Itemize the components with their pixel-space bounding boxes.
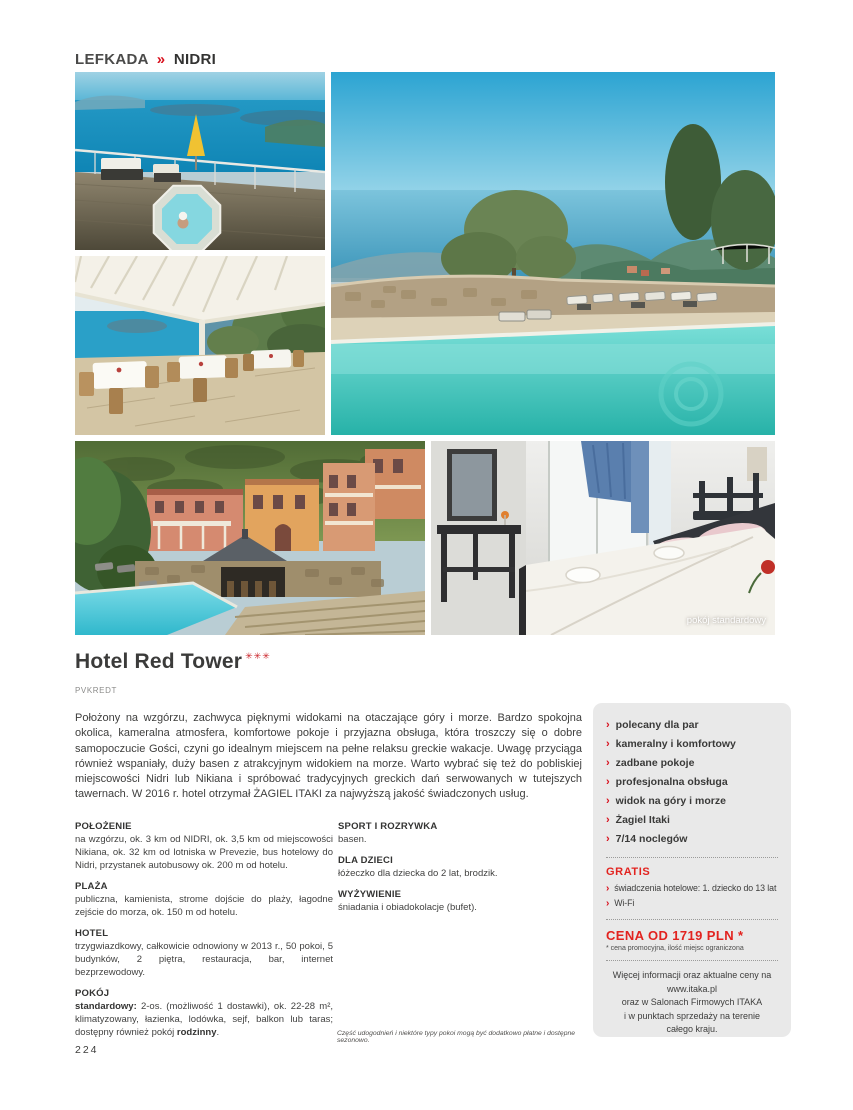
highlight-item: › profesjonalna obsługa (606, 776, 728, 788)
info-line: Więcej informacji oraz aktualne ceny na (612, 970, 772, 980)
chevron-icon: › (606, 719, 610, 731)
breadcrumb-separator-icon: » (156, 51, 166, 68)
hotel-description: Położony na wzgórzu, zachwyca pięknymi widokami na otaczające góry i morze. Bardzo spokojna okolica, kameralna atmosfera, komfortowe pokoje i przyjazna obsługa, która troszczy się o dobre samopoczucie Gości, czyni go idealnym miejscem na pełne relaksu greckie wakacje. Uwagę przyciąga również wspaniały, duży basen z atrakcyjnym widokiem na morze. Warto wybrać się też do pobliskiej miejscowości Nidri lub Nikiana i spróbować tradycyjnych greckich dań serwowanych w tutejszych tawernach. W 2016 r. hotel otrzymał ŻAGIEL ITAKI za najwyższą jakość świadczonych usług. (75, 712, 582, 801)
section-body-dla-dzieci: łóżeczko dla dziecka do 2 lat, brodzik. (338, 868, 498, 879)
section-heading-pokoj: POKÓJ (75, 988, 110, 999)
dotted-divider (606, 960, 778, 961)
breadcrumb-region: LEFKADA (75, 51, 149, 68)
section-heading-dla-dzieci: DLA DZIECI (338, 855, 393, 866)
chevron-icon: › (606, 833, 610, 845)
info-line: całego kraju. (666, 1024, 718, 1034)
chevron-icon: › (606, 757, 610, 769)
highlight-item: › Żagiel Itaki (606, 814, 670, 826)
offer-sidebar (593, 703, 791, 1037)
chevron-icon: › (606, 814, 610, 826)
chevron-icon: › (606, 883, 610, 894)
highlight-item: › zadbane pokoje (606, 757, 695, 769)
photo-jacuzzi-terrace (75, 72, 325, 250)
dotted-divider (606, 857, 778, 858)
photo-hotel-pool-panorama (75, 441, 425, 635)
hotel-code: PVKREDT (75, 686, 117, 695)
section-body-plaza: publiczna, kamienista, strome dojście do plaży, łagodne zejście do morza, ok. 150 m od hotelu. (75, 894, 333, 918)
info-line: i w punktach sprzedaży na terenie (623, 1010, 761, 1021)
section-heading-hotel: HOTEL (75, 928, 109, 939)
chevron-icon: › (606, 776, 610, 788)
breadcrumb-resort: NIDRI (173, 51, 217, 68)
photo-standard-room (431, 441, 775, 635)
room-type-caption: pokój standardowy (686, 615, 766, 626)
gratis-heading: GRATIS (606, 866, 651, 878)
highlight-item: › kameralny i komfortowy (606, 738, 736, 750)
section-heading-wyzywienie: WYŻYWIENIE (338, 889, 402, 900)
info-website: www.itaka.pl (666, 983, 718, 994)
page-number: 224 (75, 1044, 99, 1056)
hotel-stars-icon: ✳✳✳ (245, 651, 271, 661)
section-body-pokoj: standardowy: 2-os. (możliwość 1 dostawki), ok. 22-28 m², klimatyzowany, łazienka, lodówka, sejf, balkon lub taras; dostępny również pokój rodzinny. (75, 1001, 333, 1038)
chevron-icon: › (606, 898, 610, 909)
gratis-item: › świadczenia hotelowe: 1. dziecko do 13 lat (606, 883, 777, 894)
section-heading-plaza: PLAŻA (75, 881, 108, 892)
chevron-icon: › (606, 738, 610, 750)
details-column-left (75, 821, 333, 1039)
details-column-middle (338, 821, 584, 914)
photo-restaurant-terrace (75, 256, 325, 435)
price-heading: CENA OD 1719 PLN * (606, 928, 744, 943)
section-heading-polozenie: POŁOŻENIE (75, 821, 132, 832)
breadcrumb (75, 51, 216, 68)
photo-grid (75, 72, 775, 635)
section-body-sport: basen. (338, 834, 367, 845)
section-body-polozenie: na wzgórzu, ok. 3 km od NIDRI, ok. 3,5 km od miejscowości Nikiana, ok. 32 km od lotniska w Prevezie, bus hotelowy do Nidri, przystanek autobusowy ok. 200 m od hotelu. (75, 834, 333, 871)
chevron-icon: › (606, 795, 610, 807)
dotted-divider (606, 919, 778, 920)
hotel-name: Hotel Red Tower (75, 650, 243, 673)
section-heading-sport: SPORT I ROZRYWKA (338, 821, 438, 832)
price-note: * cena promocyjna, ilość miejsc ograniczona (606, 945, 744, 952)
section-body-wyzywienie: śniadania i obiadokolacje (bufet). (338, 902, 477, 913)
highlight-item: › polecany dla par (606, 719, 699, 731)
section-body-hotel: trzygwiazdkowy, całkowicie odnowiony w 2013 r., 50 pokoi, 5 budynków, 2 piętra, restauracja, bar, internet bezprzewodowy. (75, 941, 333, 978)
gratis-item: › Wi-Fi (606, 898, 635, 909)
photo-pool-sea-view (331, 72, 775, 435)
footnote: Część udogodnień i niektóre typy pokoi mogą być dodatkowo płatne i dostępne sezonowo. (337, 1030, 576, 1044)
highlight-item: › 7/14 noclegów (606, 833, 688, 845)
highlight-item: › widok na góry i morze (606, 795, 726, 807)
info-line: oraz w Salonach Firmowych ITAKA (621, 997, 763, 1007)
info-block (606, 969, 778, 1037)
